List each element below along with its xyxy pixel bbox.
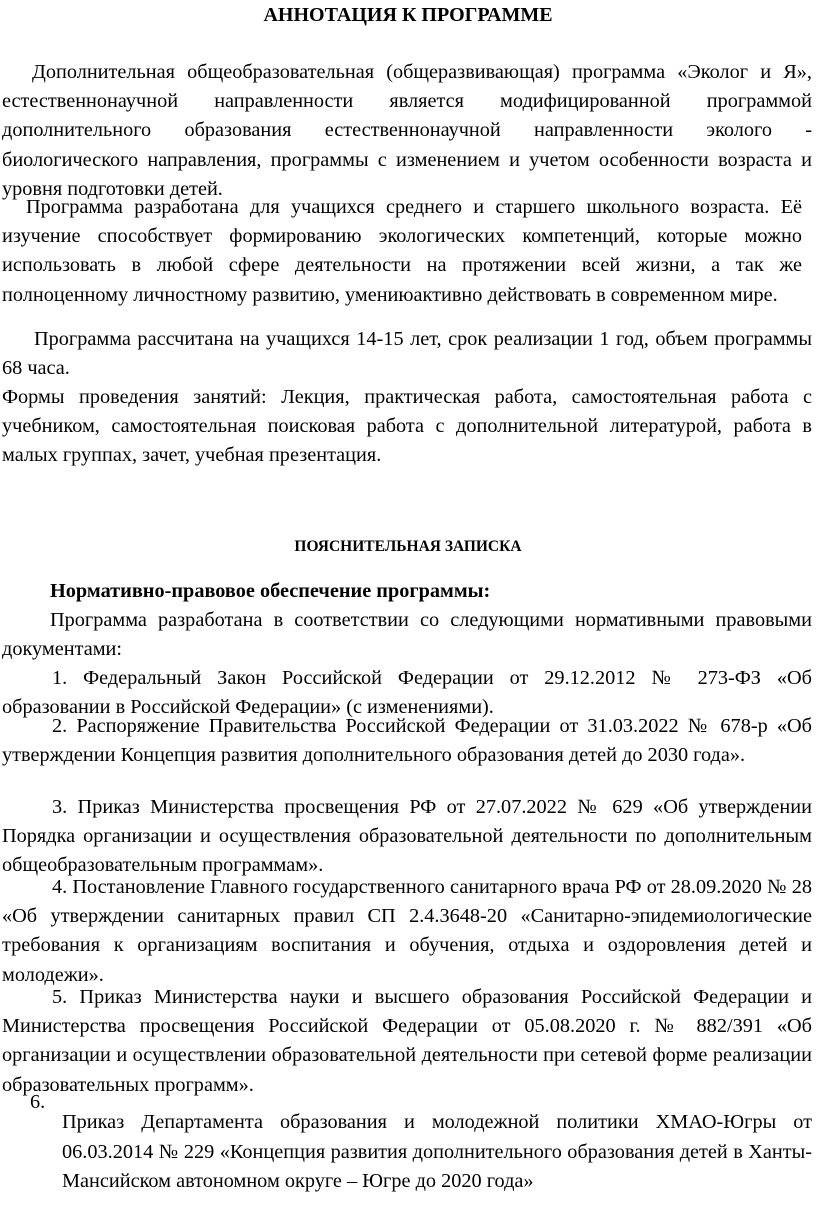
legal-item-2: 2. Распоряжение Правительства Российской Федерации от 31.03.2022 № 678-р «Об утверждении Концепция развития дополнительного образования детей до 2030 года». <box>2 715 812 767</box>
annotation-paragraph-4: Формы проведения занятий: Лекция, практическая работа, самостоятельная работа с учебником, самостоятельная поисковая работа с дополнительной литературой, работа в малых группах, зачет, учебная презентация. <box>2 386 812 467</box>
legal-basis-heading: Нормативно-правовое обеспечение программы: <box>50 580 491 602</box>
legal-basis-intro-block <box>2 606 812 664</box>
legal-item-5: 5. Приказ Министерства науки и высшего образования Российской Федерации и Министерства просвещения Российской Федерации от 05.08.2020 г. № 882/391 «Об организации и осуществлении образовательной деятельности при сетевой форме реализации образовательных программ». <box>2 986 812 1096</box>
annotation-paragraph-2-block <box>2 193 802 310</box>
explanatory-note-title: ПОЯСНИТЕЛЬНАЯ ЗАПИСКА <box>294 538 522 555</box>
annotation-paragraph-1-block <box>2 58 812 204</box>
legal-item-3-block <box>2 793 812 881</box>
annotation-paragraph-1: Дополнительная общеобразовательная (общеразвивающая) программа «Эколог и Я», естественнонаучной направленности является модифицированной программой дополнительного образования естественнонаучной направленности эколого - биологического направления, программы с изменением и учетом особенности возраста и уровня подготовки детей. <box>2 61 812 200</box>
annotation-paragraph-3-block <box>2 325 812 383</box>
annotation-paragraph-3: Программа рассчитана на учащихся 14-15 лет, срок реализации 1 год, объем программы 68 часа. <box>2 328 812 380</box>
legal-item-5-block <box>2 983 812 1100</box>
annotation-paragraph-4-block <box>2 383 812 471</box>
legal-item-3: 3. Приказ Министерства просвещения РФ от 27.07.2022 № 629 «Об утверждении Порядка организации и осуществления образовательной деятельности по дополнительным общеобразовательным программам». <box>2 796 812 877</box>
legal-item-6: Приказ Департамента образования и молодежной политики ХМАО-Югры от 06.03.2014 № 229 «Концепция развития дополнительного образования детей в Ханты-Мансийском автономном округе – Югре до 2020 года» <box>62 1111 812 1192</box>
legal-item-6-number: 6. <box>30 1091 46 1113</box>
legal-item-6-block <box>30 1088 812 1216</box>
legal-item-2-block <box>2 712 812 770</box>
legal-item-1: 1. Федеральный Закон Российской Федерации от 29.12.2012 № 273-ФЗ «Об образовании в Российской Федерации» (с изменениями). <box>2 667 812 719</box>
legal-item-4: 4. Постановление Главного государственного санитарного врача РФ от 28.09.2020 № 28 «Об утверждении санитарных правил СП 2.4.3648-20 «Санитарно-эпидемиологические требования к организациям воспитания и обучения, отдыха и оздоровления детей и молодежи». <box>2 876 812 986</box>
annotation-paragraph-2: Программа разработана для учащихся среднего и старшего школьного возраста. Её изучение способствует формированию экологических компетенций, которые можно использовать в любой сфере деятельности на протяжении всей жизни, а так же полноценному личностному развитию, умениюактивно действовать в современном мире. <box>2 196 802 306</box>
legal-item-4-block <box>2 873 812 990</box>
legal-basis-intro: Программа разработана в соответствии со следующими нормативными правовыми документами: <box>2 609 812 661</box>
legal-basis-heading-block <box>2 577 812 606</box>
annotation-title: АННОТАЦИЯ К ПРОГРАММЕ <box>263 4 553 26</box>
